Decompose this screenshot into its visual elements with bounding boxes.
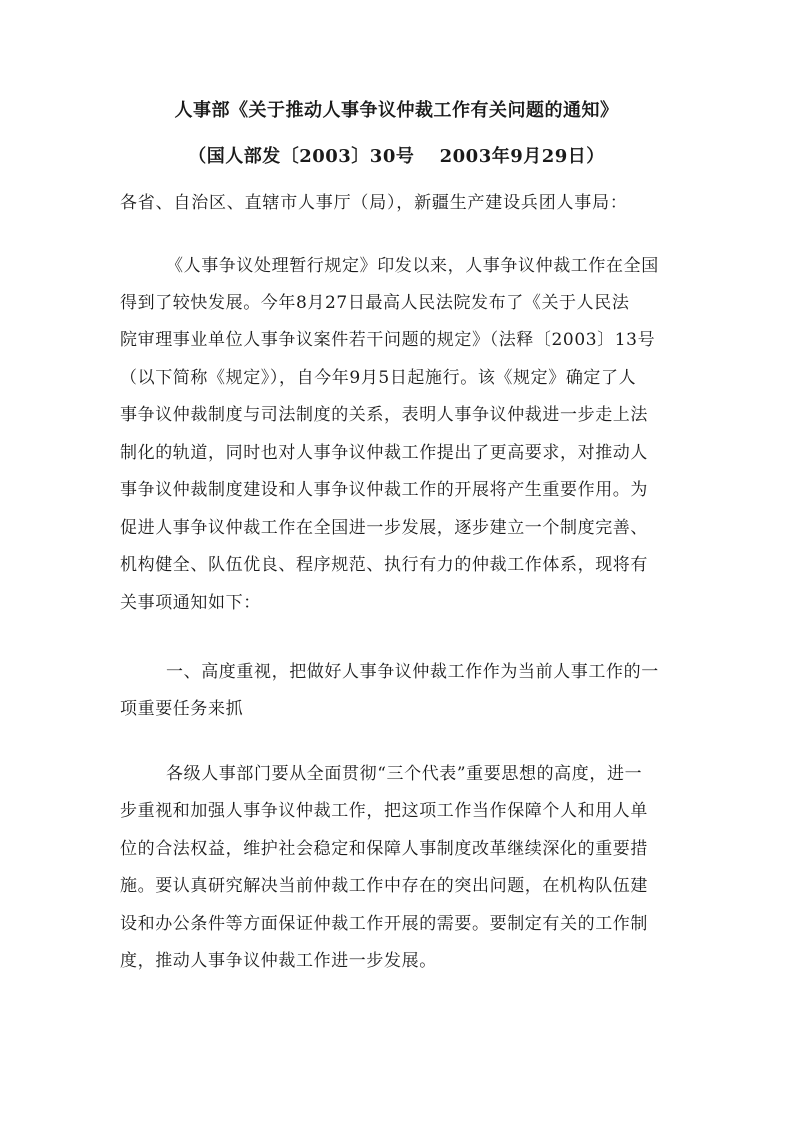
paragraph-3-line-1: 各级人事部门要从全面贯彻“三个代表”重要思想的高度，进一	[166, 764, 643, 784]
section-1-heading-line-1: 一、高度重视，把做好人事争议仲裁工作作为当前人事工作的一	[166, 662, 659, 682]
paragraph-1-line-8: 促进人事争议仲裁工作在全国进一步发展，逐步建立一个制度完善、	[120, 518, 648, 538]
paragraph-1-line-3: 院审理事业单位人事争议案件若干问题的规定》（法释〔2003〕13号	[120, 330, 656, 350]
paragraph-3-line-4: 施。要认真研究解决当前仲裁工作中存在的突出问题，在机构队伍建	[120, 876, 648, 896]
document-title: 人事部《关于推动人事争议仲裁工作有关问题的通知》	[174, 100, 619, 121]
paragraph-3-line-2: 步重视和加强人事争议仲裁工作，把这项工作当作保障个人和用人单	[120, 801, 648, 821]
paragraph-3-line-3: 位的合法权益，维护社会稳定和保障人事制度改革继续深化的重要措	[120, 839, 648, 859]
paragraph-1-line-5: 事争议仲裁制度与司法制度的关系，表明人事争议仲裁进一步走上法	[120, 405, 648, 425]
section-1-heading-line-2: 项重要任务来抓	[120, 699, 244, 719]
paragraph-3-line-6: 度，推动人事争议仲裁工作进一步发展。	[120, 951, 437, 971]
document-subtitle: （国人部发〔2003〕30号 2003年9月29日）	[188, 146, 605, 167]
paragraph-1-line-7: 事争议仲裁制度建设和人事争议仲裁工作的开展将产生重要作用。为	[120, 480, 648, 500]
paragraph-1-line-4: （以下简称《规定》），自今年9月5日起施行。该《规定》确定了人	[120, 368, 637, 388]
paragraph-1-line-2: 得到了较快发展。今年8月27日最高人民法院发布了《关于人民法	[120, 293, 630, 313]
paragraph-1-line-9: 机构健全、队伍优良、程序规范、执行有力的仲裁工作体系，现将有	[120, 555, 648, 575]
salutation: 各省、自治区、直辖市人事厅（局），新疆生产建设兵团人事局：	[120, 193, 628, 213]
paragraph-1-line-1: 《人事争议处理暂行规定》印发以来，人事争议仲裁工作在全国	[166, 256, 659, 276]
paragraph-3-line-5: 设和办公条件等方面保证仲裁工作开展的需要。要制定有关的工作制	[120, 914, 648, 934]
paragraph-1-line-6: 制化的轨道，同时也对人事争议仲裁工作提出了更高要求，对推动人	[120, 443, 648, 463]
paragraph-1-line-10: 关事项通知如下：	[120, 593, 261, 613]
